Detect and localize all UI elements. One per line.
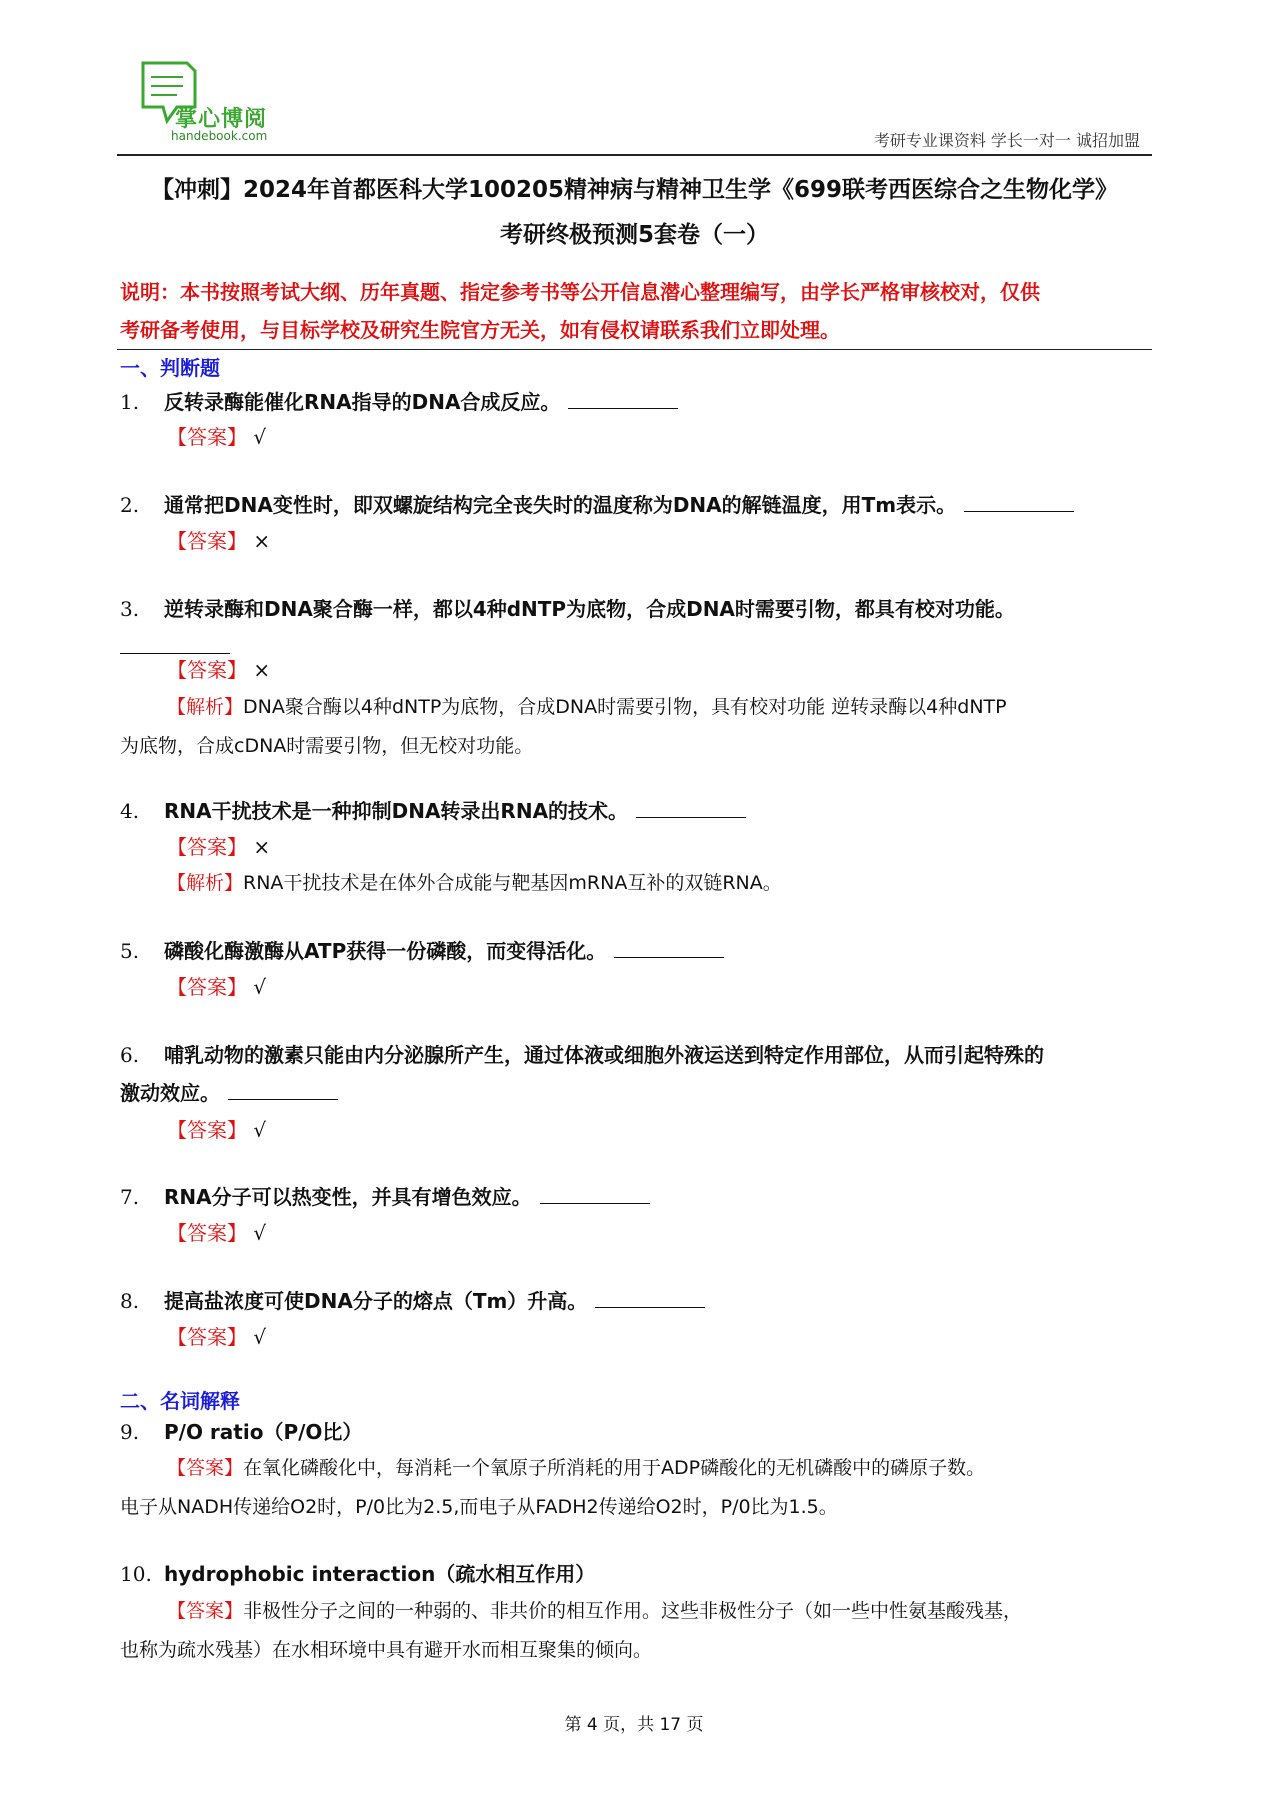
document-title xyxy=(117,168,1152,258)
answer-label: 【答案】 xyxy=(167,529,247,553)
question-text: 哺乳动物的激素只能由内分泌腺所产生，通过体液或细胞外液运送到特定作用部位，从而引起特殊的 xyxy=(164,1043,1044,1067)
question-number: 10. xyxy=(120,1562,152,1586)
question-number: 6. xyxy=(120,1043,140,1067)
answer-2 xyxy=(167,522,270,560)
title-line-1: 【冲刺】2024年首都医科大学100205精神病与精神卫生学《699联考西医综合之生物化学》 xyxy=(150,177,1119,203)
question-2 xyxy=(120,486,1160,524)
question-number: 3. xyxy=(120,597,140,621)
question-number: 4. xyxy=(120,799,140,823)
question-text-cont: 激动效应。 xyxy=(120,1081,220,1105)
answer-blank xyxy=(568,386,678,409)
answer-6 xyxy=(167,1111,266,1149)
title-line-2: 考研终极预测5套卷（一） xyxy=(499,222,769,248)
notice xyxy=(120,273,1155,349)
answer-label: 【答案】 xyxy=(167,1600,244,1622)
question-text: 磷酸化酶激酶从ATP获得一份磷酸，而变得活化。 xyxy=(164,939,607,963)
answer-value: √ xyxy=(253,975,267,999)
notice-line-2: 考研备考使用，与目标学校及研究生院官方无关，如有侵权请联系我们立即处理。 xyxy=(120,318,840,342)
answer-label: 【答案】 xyxy=(167,1457,244,1479)
answer-label: 【答案】 xyxy=(167,835,247,859)
answer-value: × xyxy=(253,529,271,553)
question-number: 2. xyxy=(120,493,140,517)
question-4 xyxy=(120,792,1160,830)
explain-label: 【解析】 xyxy=(167,696,244,718)
question-1 xyxy=(120,383,1160,421)
answer-label: 【答案】 xyxy=(167,1221,247,1245)
question-5 xyxy=(120,932,1160,970)
page-header xyxy=(117,58,1152,156)
question-6 xyxy=(120,1036,1160,1112)
header-tagline: 考研专业课资料 学长一对一 诚招加盟 xyxy=(873,131,1140,150)
answer-text: 非极性分子之间的一种弱的、非共价的相互作用。这些非极性分子（如一些中性氨基酸残基， xyxy=(243,1600,1023,1622)
answer-3 xyxy=(167,651,270,689)
answer-text: 在氧化磷酸化中，每消耗一个氧原子所消耗的用于ADP磷酸化的无机磷酸中的磷原子数。 xyxy=(243,1457,986,1479)
question-7 xyxy=(120,1178,1160,1216)
answer-blank xyxy=(540,1181,650,1204)
question-text: 反转录酶能催化RNA指导的DNA合成反应。 xyxy=(164,390,561,414)
answer-1 xyxy=(167,418,266,456)
explanation-4 xyxy=(120,864,1155,902)
answer-blank xyxy=(636,795,746,818)
answer-label: 【答案】 xyxy=(167,658,247,682)
question-text: 提高盐浓度可使DNA分子的熔点（Tm）升高。 xyxy=(164,1289,588,1313)
answer-blank xyxy=(228,1077,338,1100)
question-text: hydrophobic interaction（疏水相互作用） xyxy=(164,1562,596,1586)
answer-label: 【答案】 xyxy=(167,1325,247,1349)
section-title-terms: 二、名词解释 xyxy=(120,1389,240,1413)
divider xyxy=(117,349,1152,350)
question-number: 8. xyxy=(120,1289,140,1313)
question-10 xyxy=(120,1555,1160,1593)
answer-value: √ xyxy=(253,1221,267,1245)
answer-5 xyxy=(167,968,266,1006)
question-number: 7. xyxy=(120,1185,140,1209)
question-text: 通常把DNA变性时，即双螺旋结构完全丧失时的温度称为DNA的解链温度，用Tm表示。 xyxy=(164,493,957,517)
answer-blank xyxy=(595,1285,705,1308)
question-9 xyxy=(120,1413,1160,1451)
explain-label: 【解析】 xyxy=(167,872,244,894)
answer-value: √ xyxy=(253,425,267,449)
answer-label: 【答案】 xyxy=(167,1118,247,1142)
answer-10 xyxy=(120,1592,1155,1630)
answer-label: 【答案】 xyxy=(167,975,247,999)
answer-9 xyxy=(120,1449,1155,1487)
answer-blank xyxy=(614,935,724,958)
question-3 xyxy=(120,590,1160,666)
section-title-judgement: 一、判断题 xyxy=(120,356,220,380)
question-number: 5. xyxy=(120,939,140,963)
answer-value: × xyxy=(253,658,271,682)
question-number: 1. xyxy=(120,390,140,414)
question-text: RNA干扰技术是一种抑制DNA转录出RNA的技术。 xyxy=(164,799,629,823)
explanation-3 xyxy=(120,688,1155,726)
answer-blank xyxy=(964,489,1074,512)
answer-4 xyxy=(167,828,270,866)
answer-label: 【答案】 xyxy=(167,425,247,449)
explain-text: DNA聚合酶以4种dNTP为底物，合成DNA时需要引物，具有校对功能 逆转录酶以4种dNTP xyxy=(243,696,1007,718)
page-footer: 第 4 页，共 17 页 xyxy=(564,1715,704,1735)
answer-value: √ xyxy=(253,1118,267,1142)
logo-url: handebook.com xyxy=(171,129,268,143)
answer-10-cont: 也称为疏水残基）在水相环境中具有避开水而相互聚集的倾向。 xyxy=(120,1639,653,1661)
question-number: 9. xyxy=(120,1420,140,1444)
question-text: P/O ratio（P/O比） xyxy=(164,1420,363,1444)
question-text: RNA分子可以热变性，并具有增色效应。 xyxy=(164,1185,532,1209)
answer-9-cont: 电子从NADH传递给O2时，P/0比为2.5,而电子从FADH2传递给O2时，P/0比为1.5。 xyxy=(120,1496,838,1518)
question-text: 逆转录酶和DNA聚合酶一样，都以4种dNTP为底物，合成DNA时需要引物，都具有校对功能。 xyxy=(164,597,1015,621)
answer-value: √ xyxy=(253,1325,267,1349)
notice-line-1: 说明：本书按照考试大纲、历年真题、指定参考书等公开信息潜心整理编写，由学长严格审核校对，仅供 xyxy=(120,280,1040,304)
explain-text: RNA干扰技术是在体外合成能与靶基因mRNA互补的双链RNA。 xyxy=(243,872,782,894)
question-8 xyxy=(120,1282,1160,1320)
explanation-3-cont: 为底物，合成cDNA时需要引物，但无校对功能。 xyxy=(120,735,534,757)
answer-value: × xyxy=(253,835,271,859)
answer-8 xyxy=(167,1318,266,1356)
logo-text: 掌心博阅 xyxy=(175,107,268,132)
answer-7 xyxy=(167,1214,266,1252)
